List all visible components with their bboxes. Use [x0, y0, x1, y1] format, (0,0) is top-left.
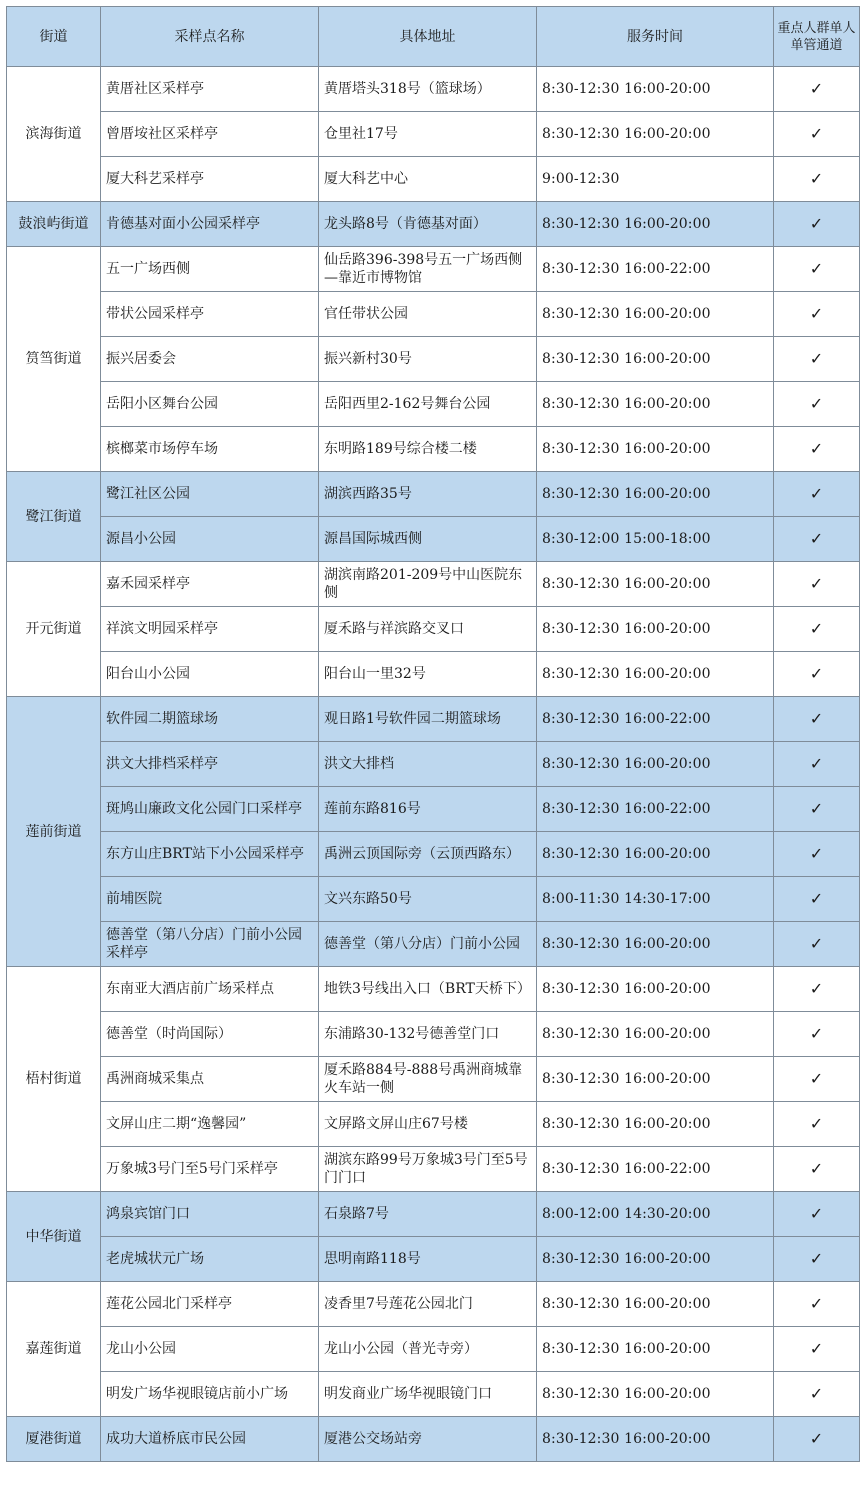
site-name-cell: 振兴居委会	[101, 337, 319, 382]
address-cell: 德善堂（第八分店）门前小公园	[319, 922, 537, 967]
site-name-cell: 万象城3号门至5号门采样亭	[101, 1147, 319, 1192]
check-mark-icon: ✓	[774, 1327, 860, 1372]
address-cell: 厦禾路884号-888号禹洲商城靠火车站一侧	[319, 1057, 537, 1102]
address-cell: 振兴新村30号	[319, 337, 537, 382]
address-cell: 文兴东路50号	[319, 877, 537, 922]
table-row	[7, 337, 860, 382]
check-mark-icon: ✓	[774, 1012, 860, 1057]
site-name-cell: 前埔医院	[101, 877, 319, 922]
address-cell: 湖滨西路35号	[319, 472, 537, 517]
address-cell: 岳阳西里2-162号舞台公园	[319, 382, 537, 427]
check-mark-icon: ✓	[774, 517, 860, 562]
address-cell: 厦禾路与祥滨路交叉口	[319, 607, 537, 652]
address-cell: 源昌国际城西侧	[319, 517, 537, 562]
address-cell: 东浦路30-132号德善堂门口	[319, 1012, 537, 1057]
sampling-sites-table	[6, 6, 860, 1462]
service-time-cell: 8:30-12:00 15:00-18:00	[537, 517, 774, 562]
site-name-cell: 老虎城状元广场	[101, 1237, 319, 1282]
header-priority-channel: 重点人群单人单管通道	[774, 7, 860, 67]
site-name-cell: 禹洲商城采集点	[101, 1057, 319, 1102]
street-cell: 开元街道	[7, 562, 101, 697]
table-row	[7, 787, 860, 832]
service-time-cell: 8:30-12:30 16:00-20:00	[537, 67, 774, 112]
check-mark-icon: ✓	[774, 1282, 860, 1327]
site-name-cell: 嘉禾园采样亭	[101, 562, 319, 607]
check-mark-icon: ✓	[774, 787, 860, 832]
check-mark-icon: ✓	[774, 652, 860, 697]
address-cell: 石泉路7号	[319, 1192, 537, 1237]
check-mark-icon: ✓	[774, 382, 860, 427]
table-row	[7, 1282, 860, 1327]
site-name-cell: 德善堂（第八分店）门前小公园采样亭	[101, 922, 319, 967]
site-name-cell: 槟榔菜市场停车场	[101, 427, 319, 472]
street-cell: 厦港街道	[7, 1417, 101, 1462]
site-name-cell: 明发广场华视眼镜店前小广场	[101, 1372, 319, 1417]
service-time-cell: 8:30-12:30 16:00-20:00	[537, 382, 774, 427]
address-cell: 文屏路文屏山庄67号楼	[319, 1102, 537, 1147]
table-body	[7, 67, 860, 1462]
address-cell: 黄厝塔头318号（篮球场）	[319, 67, 537, 112]
service-time-cell: 8:30-12:30 16:00-20:00	[537, 1417, 774, 1462]
street-cell: 梧村街道	[7, 967, 101, 1192]
site-name-cell: 成功大道桥底市民公园	[101, 1417, 319, 1462]
service-time-cell: 8:30-12:30 16:00-20:00	[537, 562, 774, 607]
site-name-cell: 东南亚大酒店前广场采样点	[101, 967, 319, 1012]
check-mark-icon: ✓	[774, 832, 860, 877]
service-time-cell: 8:30-12:30 16:00-20:00	[537, 112, 774, 157]
service-time-cell: 8:30-12:30 16:00-20:00	[537, 1102, 774, 1147]
address-cell: 地铁3号线出入口（BRT天桥下）	[319, 967, 537, 1012]
service-time-cell: 8:30-12:30 16:00-20:00	[537, 1282, 774, 1327]
table-row	[7, 922, 860, 967]
service-time-cell: 9:00-12:30	[537, 157, 774, 202]
table-row	[7, 1012, 860, 1057]
check-mark-icon: ✓	[774, 877, 860, 922]
service-time-cell: 8:30-12:30 16:00-20:00	[537, 1372, 774, 1417]
site-name-cell: 文屏山庄二期“逸馨园”	[101, 1102, 319, 1147]
check-mark-icon: ✓	[774, 112, 860, 157]
check-mark-icon: ✓	[774, 1147, 860, 1192]
check-mark-icon: ✓	[774, 292, 860, 337]
table-row	[7, 157, 860, 202]
address-cell: 湖滨东路99号万象城3号门至5号门门口	[319, 1147, 537, 1192]
check-mark-icon: ✓	[774, 1237, 860, 1282]
service-time-cell: 8:30-12:30 16:00-20:00	[537, 742, 774, 787]
header-street: 街道	[7, 7, 101, 67]
address-cell: 仙岳路396-398号五一广场西侧—靠近市博物馆	[319, 247, 537, 292]
service-time-cell: 8:00-12:00 14:30-20:00	[537, 1192, 774, 1237]
site-name-cell: 斑鸠山廉政文化公园门口采样亭	[101, 787, 319, 832]
address-cell: 龙头路8号（肯德基对面）	[319, 202, 537, 247]
table-row	[7, 292, 860, 337]
table-row	[7, 517, 860, 562]
check-mark-icon: ✓	[774, 1102, 860, 1147]
service-time-cell: 8:30-12:30 16:00-20:00	[537, 292, 774, 337]
site-name-cell: 五一广场西侧	[101, 247, 319, 292]
address-cell: 仓里社17号	[319, 112, 537, 157]
check-mark-icon: ✓	[774, 742, 860, 787]
table-row	[7, 742, 860, 787]
street-cell: 滨海街道	[7, 67, 101, 202]
table-row	[7, 652, 860, 697]
service-time-cell: 8:30-12:30 16:00-20:00	[537, 337, 774, 382]
site-name-cell: 德善堂（时尚国际）	[101, 1012, 319, 1057]
site-name-cell: 祥滨文明园采样亭	[101, 607, 319, 652]
service-time-cell: 8:30-12:30 16:00-20:00	[537, 1012, 774, 1057]
street-cell: 鹭江街道	[7, 472, 101, 562]
table-row	[7, 1057, 860, 1102]
site-name-cell: 莲花公园北门采样亭	[101, 1282, 319, 1327]
service-time-cell: 8:30-12:30 16:00-20:00	[537, 967, 774, 1012]
site-name-cell: 带状公园采样亭	[101, 292, 319, 337]
site-name-cell: 龙山小公园	[101, 1327, 319, 1372]
table-row	[7, 67, 860, 112]
site-name-cell: 阳台山小公园	[101, 652, 319, 697]
check-mark-icon: ✓	[774, 1417, 860, 1462]
table-row	[7, 1192, 860, 1237]
service-time-cell: 8:30-12:30 16:00-20:00	[537, 1237, 774, 1282]
address-cell: 官任带状公园	[319, 292, 537, 337]
address-cell: 凌香里7号莲花公园北门	[319, 1282, 537, 1327]
table-row	[7, 112, 860, 157]
site-name-cell: 鸿泉宾馆门口	[101, 1192, 319, 1237]
service-time-cell: 8:00-11:30 14:30-17:00	[537, 877, 774, 922]
service-time-cell: 8:30-12:30 16:00-22:00	[537, 697, 774, 742]
table-row	[7, 1327, 860, 1372]
site-name-cell: 岳阳小区舞台公园	[101, 382, 319, 427]
site-name-cell: 软件园二期篮球场	[101, 697, 319, 742]
site-name-cell: 源昌小公园	[101, 517, 319, 562]
street-cell: 莲前街道	[7, 697, 101, 967]
check-mark-icon: ✓	[774, 922, 860, 967]
street-cell: 中华街道	[7, 1192, 101, 1282]
address-cell: 思明南路118号	[319, 1237, 537, 1282]
check-mark-icon: ✓	[774, 967, 860, 1012]
street-cell: 鼓浪屿街道	[7, 202, 101, 247]
address-cell: 厦大科艺中心	[319, 157, 537, 202]
service-time-cell: 8:30-12:30 16:00-22:00	[537, 1147, 774, 1192]
street-cell: 嘉莲街道	[7, 1282, 101, 1417]
table-row	[7, 607, 860, 652]
address-cell: 观日路1号软件园二期篮球场	[319, 697, 537, 742]
address-cell: 厦港公交场站旁	[319, 1417, 537, 1462]
table-row	[7, 832, 860, 877]
check-mark-icon: ✓	[774, 202, 860, 247]
site-name-cell: 鹭江社区公园	[101, 472, 319, 517]
table-row	[7, 1237, 860, 1282]
table-row	[7, 877, 860, 922]
check-mark-icon: ✓	[774, 1057, 860, 1102]
table-row	[7, 202, 860, 247]
service-time-cell: 8:30-12:30 16:00-20:00	[537, 1327, 774, 1372]
header-site-name: 采样点名称	[101, 7, 319, 67]
table-row	[7, 1102, 860, 1147]
table-row	[7, 382, 860, 427]
address-cell: 禹洲云顶国际旁（云顶西路东）	[319, 832, 537, 877]
check-mark-icon: ✓	[774, 607, 860, 652]
header-address: 具体地址	[319, 7, 537, 67]
address-cell: 龙山小公园（普光寺旁）	[319, 1327, 537, 1372]
table-row	[7, 967, 860, 1012]
service-time-cell: 8:30-12:30 16:00-22:00	[537, 787, 774, 832]
site-name-cell: 肯德基对面小公园采样亭	[101, 202, 319, 247]
address-cell: 明发商业广场华视眼镜门口	[319, 1372, 537, 1417]
header-row	[7, 7, 860, 67]
site-name-cell: 曾厝垵社区采样亭	[101, 112, 319, 157]
header-service-time: 服务时间	[537, 7, 774, 67]
check-mark-icon: ✓	[774, 1372, 860, 1417]
table-row	[7, 1417, 860, 1462]
address-cell: 洪文大排档	[319, 742, 537, 787]
table-row	[7, 562, 860, 607]
site-name-cell: 东方山庄BRT站下小公园采样亭	[101, 832, 319, 877]
service-time-cell: 8:30-12:30 16:00-20:00	[537, 1057, 774, 1102]
check-mark-icon: ✓	[774, 1192, 860, 1237]
service-time-cell: 8:30-12:30 16:00-20:00	[537, 202, 774, 247]
check-mark-icon: ✓	[774, 427, 860, 472]
street-cell: 筼筜街道	[7, 247, 101, 472]
address-cell: 莲前东路816号	[319, 787, 537, 832]
address-cell: 湖滨南路201-209号中山医院东侧	[319, 562, 537, 607]
address-cell: 阳台山一里32号	[319, 652, 537, 697]
check-mark-icon: ✓	[774, 562, 860, 607]
check-mark-icon: ✓	[774, 157, 860, 202]
check-mark-icon: ✓	[774, 247, 860, 292]
service-time-cell: 8:30-12:30 16:00-22:00	[537, 247, 774, 292]
service-time-cell: 8:30-12:30 16:00-20:00	[537, 652, 774, 697]
site-name-cell: 洪文大排档采样亭	[101, 742, 319, 787]
service-time-cell: 8:30-12:30 16:00-20:00	[537, 607, 774, 652]
table-row	[7, 1147, 860, 1192]
check-mark-icon: ✓	[774, 697, 860, 742]
table-row	[7, 1372, 860, 1417]
check-mark-icon: ✓	[774, 472, 860, 517]
service-time-cell: 8:30-12:30 16:00-20:00	[537, 922, 774, 967]
service-time-cell: 8:30-12:30 16:00-20:00	[537, 832, 774, 877]
service-time-cell: 8:30-12:30 16:00-20:00	[537, 472, 774, 517]
service-time-cell: 8:30-12:30 16:00-20:00	[537, 427, 774, 472]
address-cell: 东明路189号综合楼二楼	[319, 427, 537, 472]
site-name-cell: 黄厝社区采样亭	[101, 67, 319, 112]
check-mark-icon: ✓	[774, 67, 860, 112]
site-name-cell: 厦大科艺采样亭	[101, 157, 319, 202]
check-mark-icon: ✓	[774, 337, 860, 382]
table-row	[7, 427, 860, 472]
table-row	[7, 472, 860, 517]
table-row	[7, 247, 860, 292]
table-row	[7, 697, 860, 742]
